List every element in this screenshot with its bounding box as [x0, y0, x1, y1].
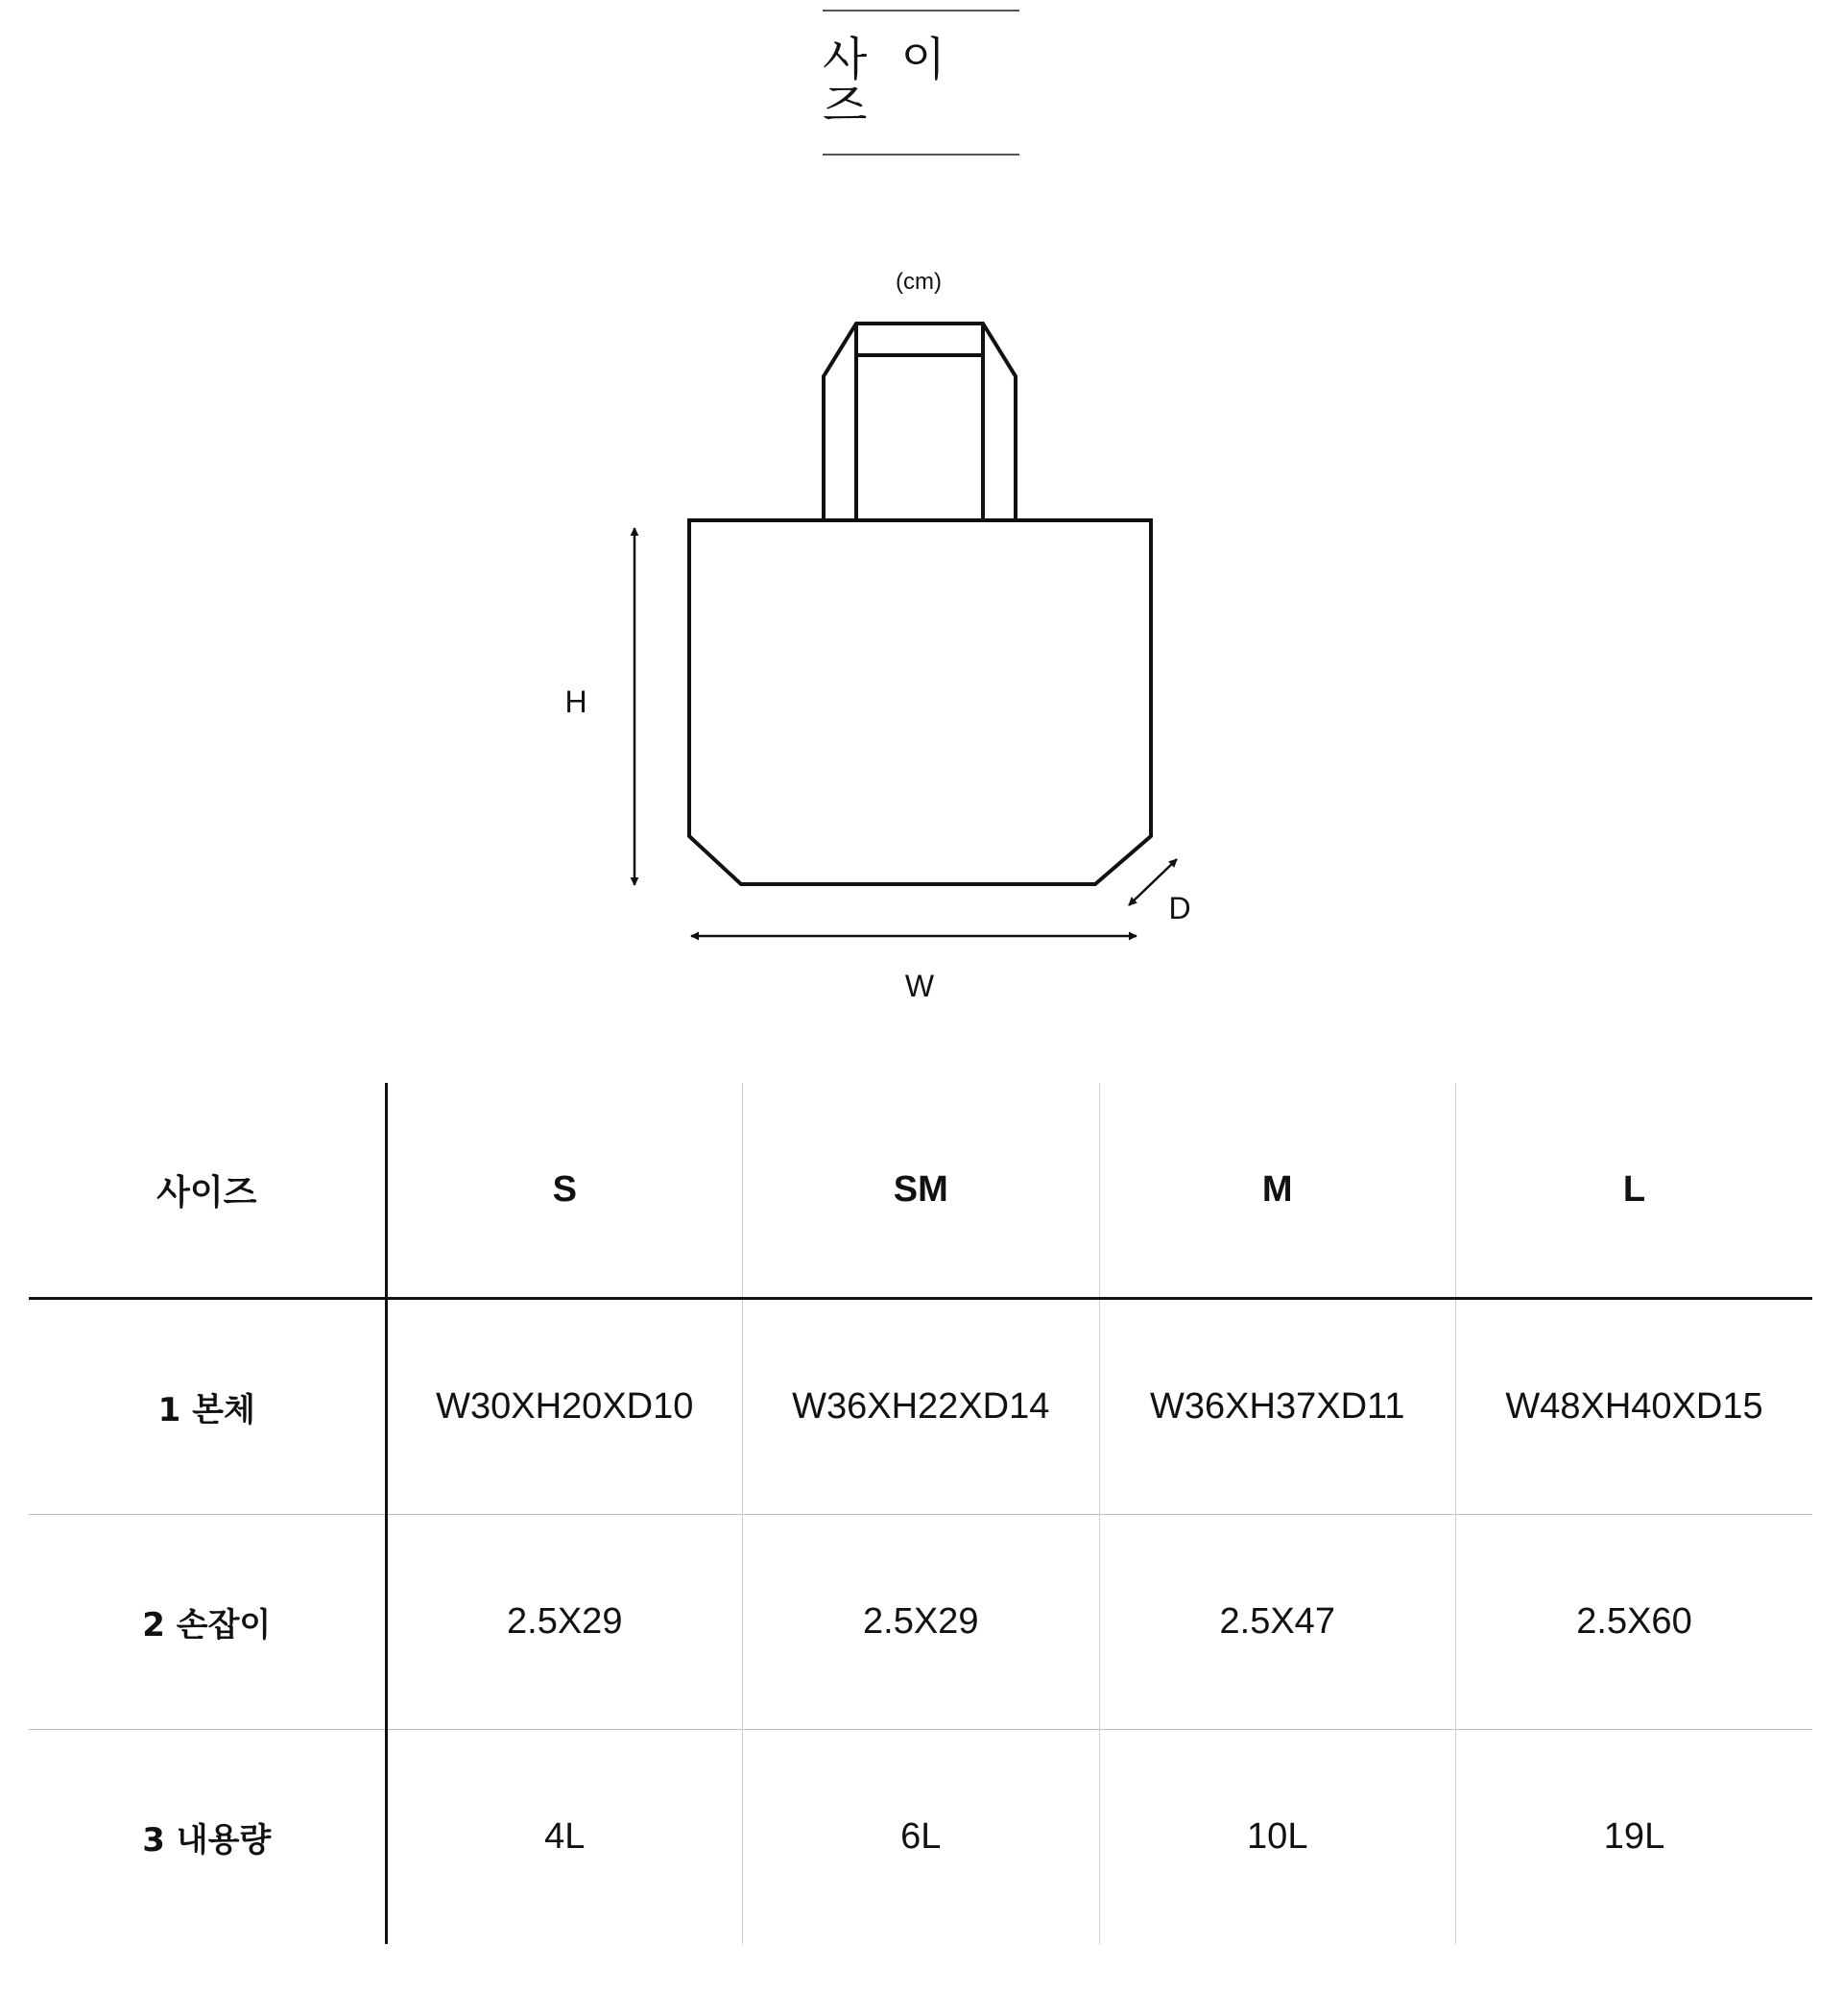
bag-body: [689, 520, 1151, 884]
table-cell: W36XH22XD14: [743, 1299, 1100, 1515]
table-cell: 4L: [386, 1730, 743, 1945]
table-cell: 2.5X60: [1456, 1515, 1813, 1730]
size-corner-header: 사이즈: [29, 1083, 386, 1299]
bag-handle-inner: [856, 355, 983, 520]
table-cell: 2.5X29: [743, 1515, 1100, 1730]
table-cell: 19L: [1456, 1730, 1813, 1945]
table-row: [29, 1730, 1812, 1945]
table-header-row: [29, 1083, 1812, 1299]
size-column-header: L: [1456, 1083, 1813, 1299]
table-cell: 2.5X47: [1099, 1515, 1456, 1730]
width-label: W: [904, 969, 935, 1003]
table-row: [29, 1515, 1812, 1730]
table-cell: W30XH20XD10: [436, 1386, 694, 1427]
section-title: 사 이 즈: [823, 33, 955, 132]
row-label: 1 본체: [29, 1299, 386, 1515]
table-row: [29, 1299, 1812, 1515]
height-label: H: [564, 684, 587, 719]
bag-handle-outer: [824, 324, 1016, 520]
size-column-header: SM: [743, 1083, 1100, 1299]
size-column-header: S: [386, 1083, 743, 1299]
size-table: [29, 1083, 1812, 1944]
unit-label: (cm): [896, 269, 942, 295]
table-cell: W36XH37XD11: [1099, 1299, 1456, 1515]
row-label: 2 손잡이: [29, 1515, 386, 1730]
table-cell: 2.5X29: [386, 1515, 743, 1730]
table-cell: 10L: [1099, 1730, 1456, 1945]
size-column-header: M: [1099, 1083, 1456, 1299]
depth-label: D: [1168, 891, 1191, 925]
row-label: 3 내용량: [29, 1730, 386, 1945]
table-cell: 6L: [743, 1730, 1100, 1945]
table-cell: W48XH40XD15: [1456, 1299, 1813, 1515]
